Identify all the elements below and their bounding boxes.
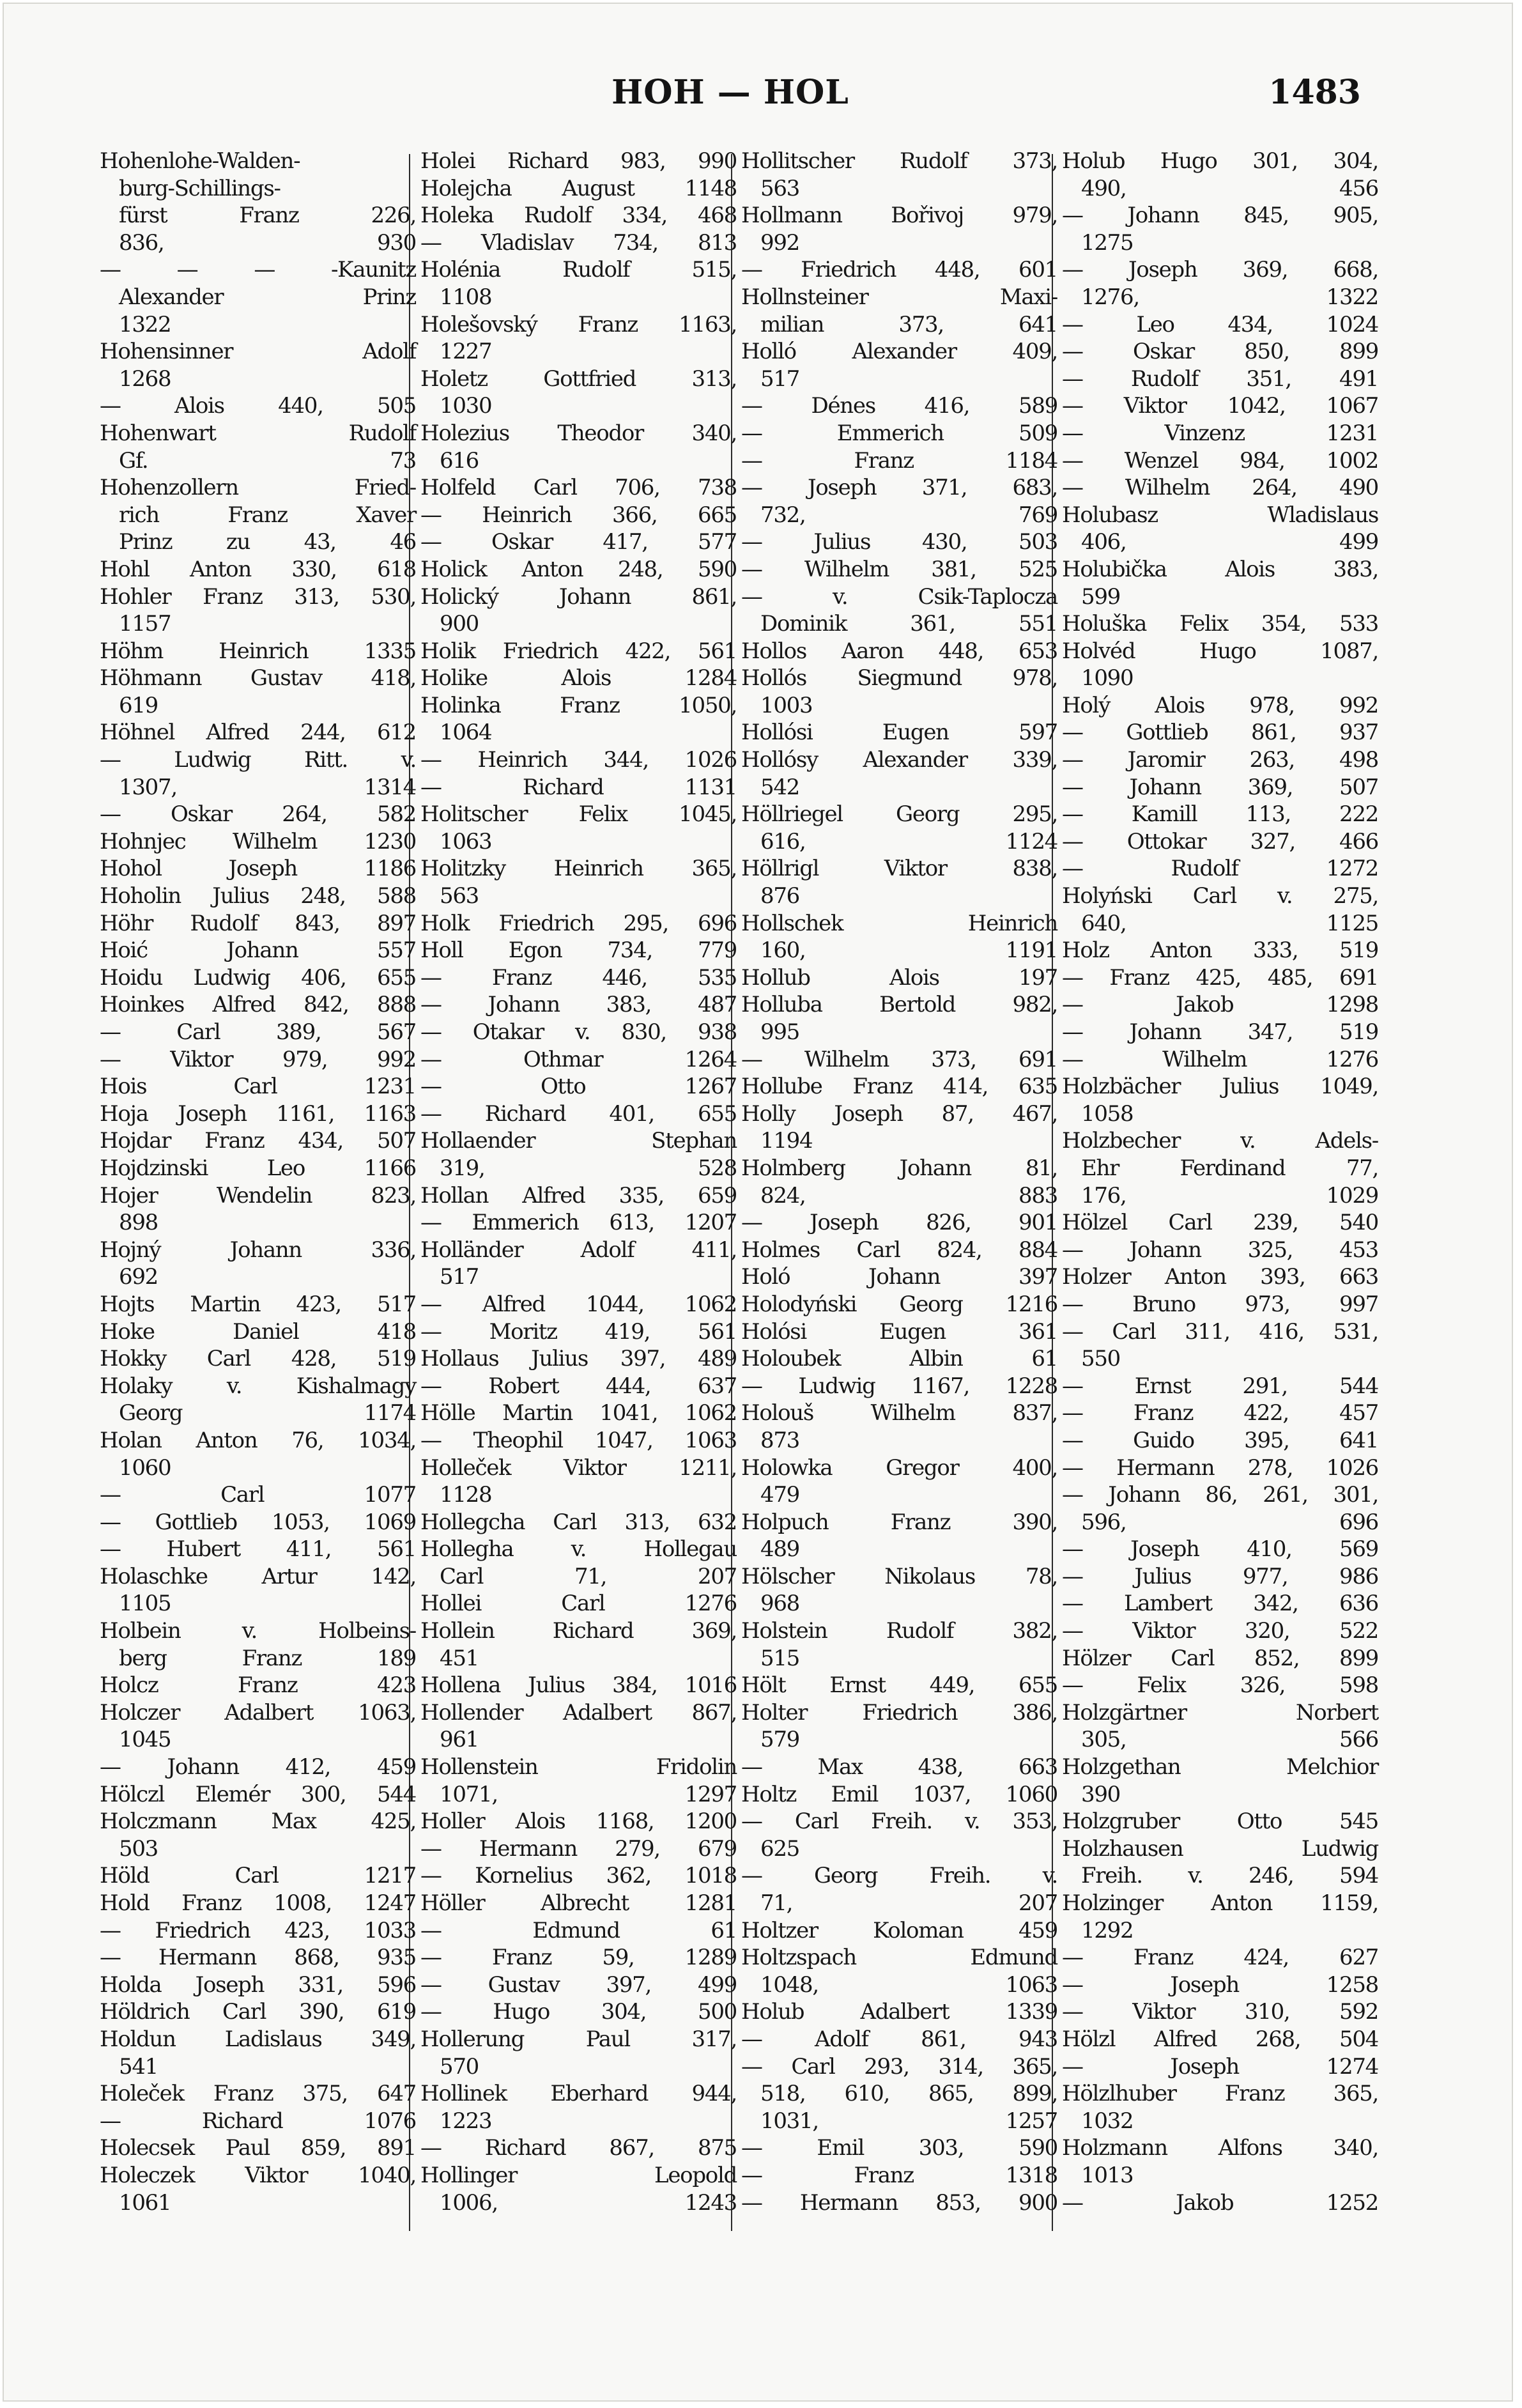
index-entry: — Franz 1184 [741, 447, 1057, 474]
index-entry: Holike Alois 1284 [420, 665, 737, 691]
index-entry: — Gustav 397, 499 [420, 1972, 737, 1998]
index-entry: Holitzky Heinrich 365, 563 [420, 856, 737, 909]
index-column-2 [420, 148, 737, 2216]
index-entry: — Kornelius 362, 1018 [420, 1863, 737, 1889]
index-entry: Holan Anton 76, 1034, 1060 [100, 1427, 416, 1481]
index-entry: — Dénes 416, 589 [741, 393, 1057, 419]
index-entry: Holó Johann 397 [741, 1264, 1057, 1290]
index-entry: — Rudolf 351, 491 [1062, 366, 1378, 392]
index-entry: — Hermann 278, 1026 [1062, 1455, 1378, 1481]
index-entry: — Moritz 419, 561 [420, 1318, 737, 1345]
index-entry: Hojný Johann 336, 692 [100, 1237, 416, 1290]
index-entry: — Wenzel 984, 1002 [1062, 447, 1378, 474]
index-entry: Holešovský Franz 1163, 1227 [420, 311, 737, 365]
index-column-4 [1062, 148, 1378, 2216]
index-entry: Hölzel Carl 239, 540 [1062, 1210, 1378, 1236]
index-entry: — Viktor 979, 992 [100, 1046, 416, 1072]
index-entry: — Hubert 411, 561 [100, 1536, 416, 1563]
index-entry: Hollub Alois 197 [741, 964, 1057, 991]
index-entry: Hokky Carl 428, 519 [100, 1346, 416, 1372]
index-entry: — Emil 303, 590 [741, 2135, 1057, 2161]
index-entry: Holzgethan Melchior 390 [1062, 1754, 1378, 1807]
index-entry: Holubička Alois 383, 599 [1062, 556, 1378, 610]
index-entry: — — — -Kaunitz Alexander Prinz 1322 [100, 257, 416, 337]
index-entry: — Heinrich 366, 665 [420, 502, 737, 528]
index-entry: — Guido 395, 641 [1062, 1427, 1378, 1453]
index-entry: — Joseph 826, 901 [741, 1210, 1057, 1236]
index-entry: — Kamill 113, 222 [1062, 801, 1378, 828]
index-entry: Hojer Wendelin 823, 898 [100, 1182, 416, 1236]
index-entry: Holzgruber Otto 545 [1062, 1809, 1378, 1835]
index-entry: Hölt Ernst 449, 655 [741, 1672, 1057, 1699]
index-entry: Holzinger Anton 1159, 1292 [1062, 1890, 1378, 1943]
index-entry: Holénia Rudolf 515, 1108 [420, 257, 737, 310]
index-entry: Hohenzollern Fried- rich Franz Xaver Prinz zu 43, 46 [100, 475, 416, 555]
index-entry: Hold Franz 1008, 1247 [100, 1890, 416, 1916]
index-entry: Holodyński Georg 1216 [741, 1291, 1057, 1317]
index-entry: Hollaus Julius 397, 489 [420, 1346, 737, 1372]
index-entry: Hohensinner Adolf 1268 [100, 339, 416, 392]
index-entry: — Felix 326, 598 [1062, 1672, 1378, 1699]
index-entry: — Ludwig 1167, 1228 [741, 1373, 1057, 1399]
index-entry: Holstein Rudolf 382, 515 [741, 1618, 1057, 1671]
index-entry: — Richard 401, 655 [420, 1100, 737, 1127]
index-entry: Holub Hugo 301, 304, 490, 456 [1062, 148, 1378, 201]
index-entry: Höllriegel Georg 295, 616, 1124 [741, 801, 1057, 854]
index-entry: Holick Anton 248, 590 [420, 556, 737, 582]
index-entry: — Richard 1076 [100, 2108, 416, 2134]
index-entry: — Johann 325, 453 [1062, 1237, 1378, 1263]
index-entry: Holländer Adolf 411, 517 [420, 1237, 737, 1290]
index-column-1 [100, 148, 416, 2216]
index-entry: — Johann 86, 261, 301, 596, 696 [1062, 1482, 1378, 1535]
index-entry: Hollube Franz 414, 635 [741, 1074, 1057, 1100]
index-column-3 [741, 148, 1057, 2216]
index-entry: Hölzl Alfred 268, 504 [1062, 2026, 1378, 2052]
index-entry: — Friedrich 448, 601 [741, 257, 1057, 283]
index-entry: Holzbächer Julius 1049, 1058 [1062, 1074, 1378, 1127]
index-entry: Holecsek Paul 859, 891 [100, 2135, 416, 2161]
index-entry: — Julius 430, 503 [741, 529, 1057, 555]
index-entry: Holda Joseph 331, 596 [100, 1972, 416, 1998]
index-entry: — Franz 425, 485, 691 [1062, 964, 1378, 991]
index-entry: Holinka Franz 1050, 1064 [420, 692, 737, 746]
index-entry: — Hugo 304, 500 [420, 1999, 737, 2025]
index-entry: Holler Alois 1168, 1200 [420, 1809, 737, 1835]
index-entry: Hollaender Stephan 319, 528 [420, 1128, 737, 1181]
index-entry: Hollegha v. Hollegau Carl 71, 207 [420, 1536, 737, 1589]
index-entry: — Hermann 853, 900 [741, 2189, 1057, 2216]
index-entry: — Johann 845, 905, 1275 [1062, 203, 1378, 256]
index-entry: Holczmann Max 425, 503 [100, 1809, 416, 1862]
index-entry: Hollschek Heinrich 160, 1191 [741, 910, 1057, 964]
index-entry: — Gottlieb 1053, 1069 [100, 1509, 416, 1535]
index-entry: Holyński Carl v. 275, 640, 1125 [1062, 883, 1378, 936]
index-entry: Hollenstein Fridolin 1071, 1297 [420, 1754, 737, 1807]
index-entry: Hollós Siegmund 978, 1003 [741, 665, 1057, 718]
index-entry: — Carl 389, 567 [100, 1019, 416, 1045]
page-header [100, 73, 1361, 118]
index-entry: Holz Anton 333, 519 [1062, 938, 1378, 964]
index-entry: Holý Alois 978, 992 [1062, 692, 1378, 718]
index-entry: Holik Friedrich 422, 561 [420, 638, 737, 664]
index-entry: — Rudolf 1272 [1062, 856, 1378, 882]
index-entry: — Johann 383, 487 [420, 992, 737, 1018]
index-entry: Holmberg Johann 81, 824, 883 [741, 1155, 1057, 1208]
index-entry: — Julius 977, 986 [1062, 1563, 1378, 1589]
index-entry: Holowka Gregor 400, 479 [741, 1455, 1057, 1508]
index-entry: Hollei Carl 1276 [420, 1591, 737, 1617]
index-entry: Hollender Adalbert 867, 961 [420, 1699, 737, 1753]
index-entry: — Max 438, 663 [741, 1754, 1057, 1780]
index-entry: — Joseph 369, 668, 1276, 1322 [1062, 257, 1378, 310]
index-entry: Holpuch Franz 390, 489 [741, 1509, 1057, 1563]
index-entry: Hollósi Eugen 597 [741, 720, 1057, 746]
index-entry: — Franz 59, 1289 [420, 1945, 737, 1971]
index-entry: Hollinek Eberhard 944, 1223 [420, 2081, 737, 2134]
index-entry: — Otto 1267 [420, 1074, 737, 1100]
index-entry: Hollósy Alexander 339, 542 [741, 747, 1057, 800]
index-entry: — Vinzenz 1231 [1062, 420, 1378, 446]
index-entry: Holter Friedrich 386, 579 [741, 1699, 1057, 1753]
index-entry: Holeczek Viktor 1040, 1061 [100, 2162, 416, 2216]
index-entry: — Jakob 1298 [1062, 992, 1378, 1018]
index-entry: — Theophil 1047, 1063 [420, 1427, 737, 1453]
index-entry: — Bruno 973, 997 [1062, 1291, 1378, 1317]
index-entry: Hollitscher Rudolf 373, 563 [741, 148, 1057, 201]
index-entry: Höllrigl Viktor 838, 876 [741, 856, 1057, 909]
index-entry: Holzer Anton 393, 663 [1062, 1264, 1378, 1290]
index-entry: Holoubek Albin 61 [741, 1346, 1057, 1372]
index-entry: — Carl 311, 416, 531, 550 [1062, 1318, 1378, 1372]
index-entry: Hoholin Julius 248, 588 [100, 883, 416, 909]
index-entry: — Oskar 417, 577 [420, 529, 737, 555]
index-entry: Holluba Bertold 982, 995 [741, 992, 1057, 1045]
index-entry: — Alfred 1044, 1062 [420, 1291, 737, 1317]
index-entry: Holly Joseph 87, 467, 1194 [741, 1100, 1057, 1154]
index-columns [100, 148, 1378, 2231]
index-entry: Holaschke Artur 142, 1105 [100, 1563, 416, 1617]
index-entry: Holejcha August 1148 [420, 175, 737, 201]
index-entry: — Jaromir 263, 498 [1062, 747, 1378, 773]
index-entry: — Viktor 1042, 1067 [1062, 393, 1378, 419]
index-entry: Hohenwart Rudolf Gf. 73 [100, 420, 416, 474]
index-entry: — Friedrich 423, 1033 [100, 1917, 416, 1943]
index-entry: — Franz 1318 [741, 2162, 1057, 2188]
index-entry: — Lambert 342, 636 [1062, 1591, 1378, 1617]
index-entry: Holtz Emil 1037, 1060 [741, 1781, 1057, 1807]
index-entry: Höld Carl 1217 [100, 1863, 416, 1889]
index-entry: Hoja Joseph 1161, 1163 [100, 1100, 416, 1127]
index-entry: — Viktor 320, 522 [1062, 1618, 1378, 1644]
index-entry: — Franz 446, 535 [420, 964, 737, 991]
index-entry: — Robert 444, 637 [420, 1373, 737, 1399]
index-entry: Holtzer Koloman 459 [741, 1917, 1057, 1943]
index-entry: Holeka Rudolf 334, 468 [420, 203, 737, 229]
index-entry: — Emmerich 509 [741, 420, 1057, 446]
index-entry: Hollena Julius 384, 1016 [420, 1672, 737, 1699]
index-entry: Hollegcha Carl 313, 632 [420, 1509, 737, 1535]
index-entry: Hoke Daniel 418 [100, 1318, 416, 1345]
index-entry: Holl Egon 734, 779 [420, 938, 737, 964]
page-number: 1483 [1268, 73, 1361, 112]
index-entry: — Johann 347, 519 [1062, 1019, 1378, 1045]
index-entry: Höller Albrecht 1281 [420, 1890, 737, 1916]
index-entry: — Viktor 310, 592 [1062, 1999, 1378, 2025]
index-entry: — Otakar v. 830, 938 [420, 1019, 737, 1045]
index-entry: Hollinger Leopold 1006, 1243 [420, 2162, 737, 2216]
index-entry: Holouš Wilhelm 837, 873 [741, 1400, 1057, 1453]
index-entry: Höhnel Alfred 244, 612 [100, 720, 416, 746]
index-entry: — Franz 424, 627 [1062, 1945, 1378, 1971]
index-entry: Hölle Martin 1041, 1062 [420, 1400, 737, 1426]
index-entry: Holtzspach Edmund 1048, 1063 [741, 1945, 1057, 1998]
index-entry: Holezius Theodor 340, 616 [420, 420, 737, 474]
index-entry: Holvéd Hugo 1087, 1090 [1062, 638, 1378, 691]
index-entry: — Franz 422, 457 [1062, 1400, 1378, 1426]
index-entry: — Ludwig Ritt. v. 1307, 1314 [100, 747, 416, 800]
index-entry: — Ernst 291, 544 [1062, 1373, 1378, 1399]
index-entry: Holdun Ladislaus 349, 541 [100, 2026, 416, 2080]
index-entry: Holitscher Felix 1045, 1063 [420, 801, 737, 854]
index-entry: Holub Adalbert 1339 [741, 1999, 1057, 2025]
index-entry: Hollan Alfred 335, 659 [420, 1182, 737, 1208]
index-entry: Holbein v. Holbeins- berg Franz 189 [100, 1618, 416, 1671]
index-entry: — Hermann 279, 679 [420, 1835, 737, 1862]
index-entry: Holubasz Wladislaus 406, 499 [1062, 502, 1378, 555]
index-entry: — Alois 440, 505 [100, 393, 416, 419]
index-entry: Hohl Anton 330, 618 [100, 556, 416, 582]
index-entry: — Richard 867, 875 [420, 2135, 737, 2161]
index-entry: Holzmann Alfons 340, 1013 [1062, 2135, 1378, 2188]
index-entry: — Leo 434, 1024 [1062, 311, 1378, 337]
index-entry: Holló Alexander 409, 517 [741, 339, 1057, 392]
index-entry: — Johann 369, 507 [1062, 774, 1378, 800]
index-entry: Hollnsteiner Maxi- milian 373, 641 [741, 284, 1057, 337]
index-entry: — Heinrich 344, 1026 [420, 747, 737, 773]
index-entry: — Wilhelm 264, 490 [1062, 475, 1378, 501]
index-entry: Hoidu Ludwig 406, 655 [100, 964, 416, 991]
index-entry: — Emmerich 613, 1207 [420, 1210, 737, 1236]
index-entry: — Carl 1077 [100, 1482, 416, 1508]
index-entry: — Othmar 1264 [420, 1046, 737, 1072]
index-entry: Hoić Johann 557 [100, 938, 416, 964]
index-entry: Hölzlhuber Franz 365, 1032 [1062, 2081, 1378, 2134]
index-entry: — v. Csik-Taplocza Dominik 361, 551 [741, 583, 1057, 637]
index-entry: — Joseph 1258 [1062, 1972, 1378, 1998]
index-entry: — Gottlieb 861, 937 [1062, 720, 1378, 746]
index-entry: Hojdzinski Leo 1166 [100, 1155, 416, 1181]
index-entry: — Georg Freih. v. 71, 207 [741, 1863, 1057, 1916]
index-entry: — Wilhelm 1276 [1062, 1046, 1378, 1072]
index-entry: Hois Carl 1231 [100, 1074, 416, 1100]
index-entry: Hollerung Paul 317, 570 [420, 2026, 737, 2080]
index-entry: — Carl 293, 314, 365, 518, 610, 865, 899, 1031, 1257 [741, 2053, 1057, 2134]
index-entry: — Richard 1131 [420, 774, 737, 800]
index-entry: Holcz Franz 423 [100, 1672, 416, 1699]
index-entry: Holetz Gottfried 313, 1030 [420, 366, 737, 419]
running-head: HOH — HOL [611, 73, 849, 112]
index-entry: Hölscher Nikolaus 78, 968 [741, 1563, 1057, 1617]
index-entry: Hollmann Bořivoj 979, 992 [741, 203, 1057, 256]
index-entry: — Joseph 371, 683, 732, 769 [741, 475, 1057, 528]
index-entry: — Edmund 61 [420, 1917, 737, 1943]
index-entry: Höhm Heinrich 1335 [100, 638, 416, 664]
index-entry: Holický Johann 861, 900 [420, 583, 737, 637]
index-entry: Höhmann Gustav 418, 619 [100, 665, 416, 718]
index-entry: Höhr Rudolf 843, 897 [100, 910, 416, 936]
index-entry: Holczer Adalbert 1063, 1045 [100, 1699, 416, 1753]
index-entry: — Joseph 1274 [1062, 2053, 1378, 2080]
index-entry: Holleček Viktor 1211, 1128 [420, 1455, 737, 1508]
index-entry: Hoinkes Alfred 842, 888 [100, 992, 416, 1018]
index-entry: — Jakob 1252 [1062, 2189, 1378, 2216]
index-entry: Hojdar Franz 434, 507 [100, 1128, 416, 1154]
index-entry: Hojts Martin 423, 517 [100, 1291, 416, 1317]
index-entry: Hölczl Elemér 300, 544 [100, 1781, 416, 1807]
index-entry: Holfeld Carl 706, 738 [420, 475, 737, 501]
index-entry: Holósi Eugen 361 [741, 1318, 1057, 1345]
index-entry: Hohler Franz 313, 530, 1157 [100, 583, 416, 637]
index-entry: Holzbecher v. Adels- Ehr Ferdinand 77, 176, 1029 [1062, 1128, 1378, 1208]
index-entry: Hollein Richard 369, 451 [420, 1618, 737, 1671]
directory-page [3, 3, 1513, 2402]
index-entry: Hohenlohe-Walden- burg-Schillings- fürst Franz 226, 836, 930 [100, 148, 416, 256]
index-entry: Holzgärtner Norbert 305, 566 [1062, 1699, 1378, 1753]
index-entry: Hohnjec Wilhelm 1230 [100, 828, 416, 854]
index-entry: — Johann 412, 459 [100, 1754, 416, 1780]
index-entry: — Adolf 861, 943 [741, 2026, 1057, 2052]
index-entry: Hohol Joseph 1186 [100, 856, 416, 882]
index-entry: Holeček Franz 375, 647 [100, 2081, 416, 2107]
index-entry: — Wilhelm 381, 525 [741, 556, 1057, 582]
index-entry: Holei Richard 983, 990 [420, 148, 737, 174]
index-entry: — Vladislav 734, 813 [420, 229, 737, 256]
index-entry: Holk Friedrich 295, 696 [420, 910, 737, 936]
index-entry: — Ottokar 327, 466 [1062, 828, 1378, 854]
index-entry: Holzhausen Ludwig Freih. v. 246, 594 [1062, 1835, 1378, 1889]
index-entry: Hölzer Carl 852, 899 [1062, 1645, 1378, 1671]
index-entry: — Joseph 410, 569 [1062, 1536, 1378, 1563]
index-entry: — Carl Freih. v. 353, 625 [741, 1809, 1057, 1862]
index-entry: Holuška Felix 354, 533 [1062, 611, 1378, 637]
index-entry: — Oskar 850, 899 [1062, 339, 1378, 365]
index-entry: — Wilhelm 373, 691 [741, 1046, 1057, 1072]
index-entry: Hollos Aaron 448, 653 [741, 638, 1057, 664]
index-entry: — Hermann 868, 935 [100, 1945, 416, 1971]
index-entry: Holmes Carl 824, 884 [741, 1237, 1057, 1263]
index-entry: Holaky v. Kishalmagy Georg 1174 [100, 1373, 416, 1426]
index-entry: — Oskar 264, 582 [100, 801, 416, 828]
index-entry: Höldrich Carl 390, 619 [100, 1999, 416, 2025]
